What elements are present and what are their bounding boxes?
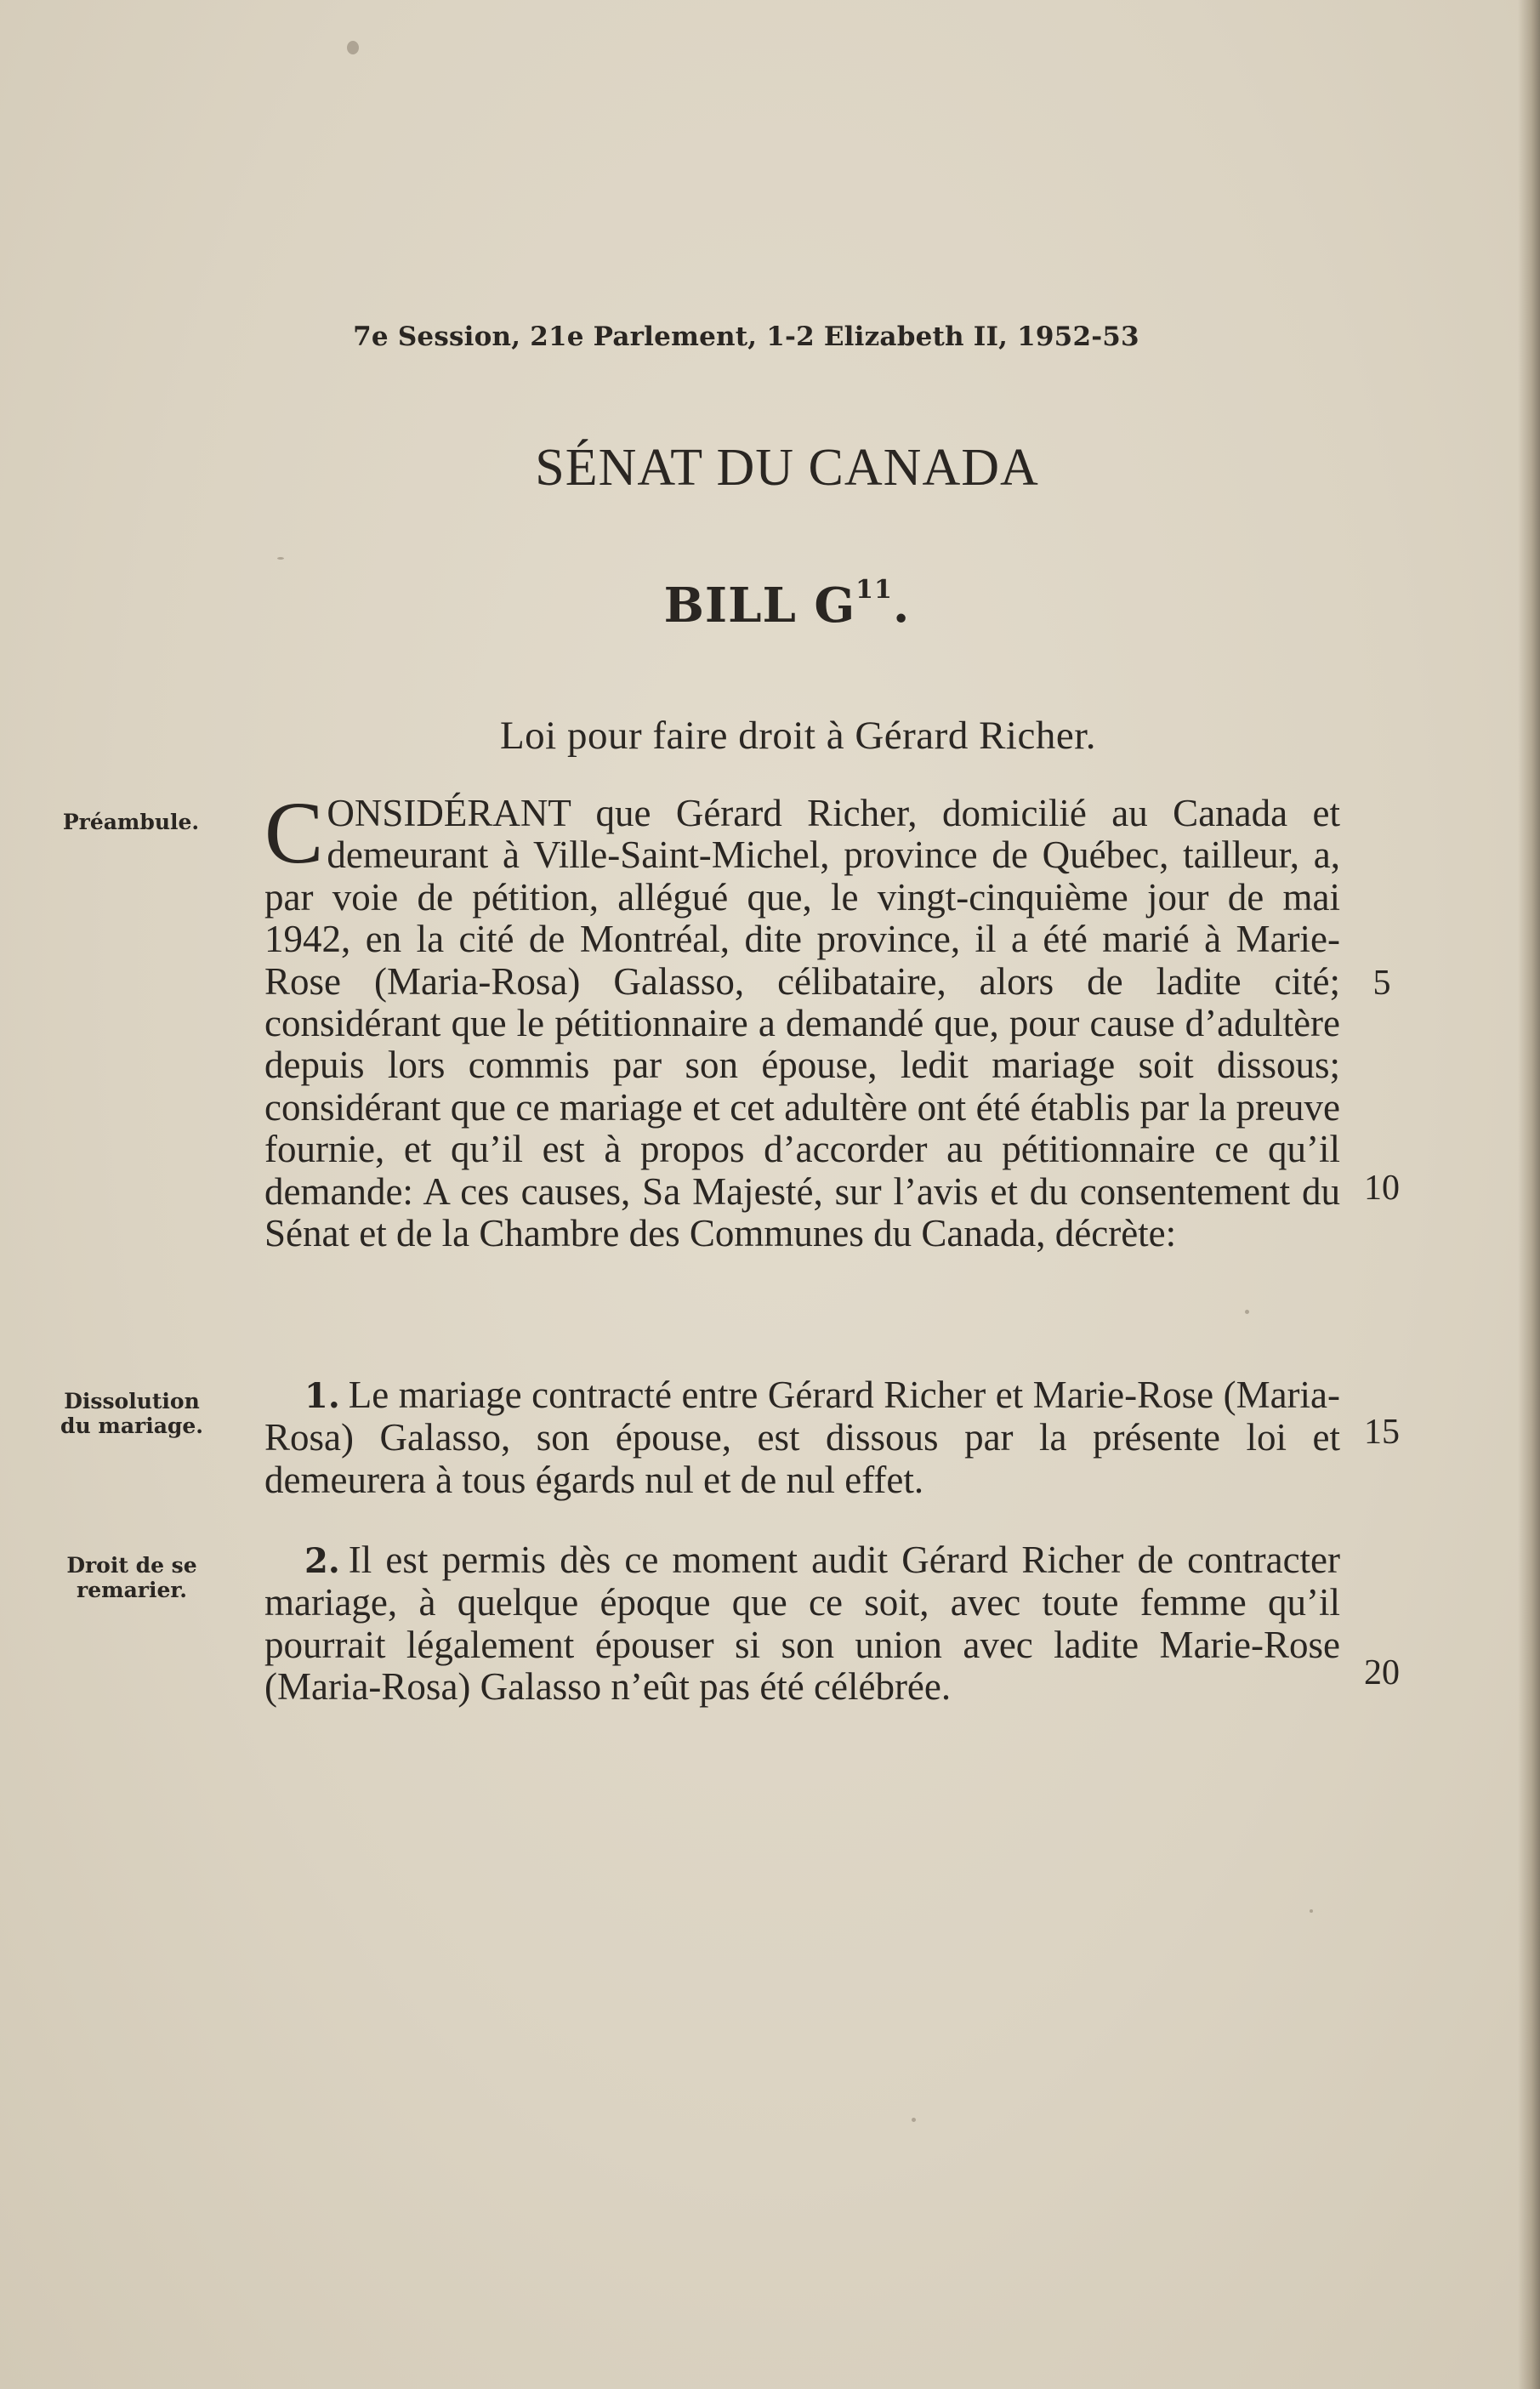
session-line: 7e Session, 21e Parlement, 1-2 Elizabeth II, 1952-53 [353,321,1139,352]
paper-speck [347,41,359,54]
drop-cap: C [264,784,324,882]
line-number-5: 5 [1372,964,1391,1003]
bill-superscript: 11 [855,575,893,605]
chamber-heading: SÉNAT DU CANADA [535,439,1039,497]
bill-suffix: . [892,577,911,634]
paper-speck [277,557,284,560]
act-title: Loi pour faire droit à Gérard Richer. [499,714,1097,758]
page-edge-shadow [1518,0,1540,2389]
bill-label: BILL G [663,577,856,634]
section-2 [264,1539,1340,1709]
line-number-15: 15 [1364,1413,1400,1452]
section-2-number: 2. [304,1541,340,1581]
line-number-10: 10 [1364,1169,1400,1208]
paper-speck [1310,1909,1313,1913]
paper-speck [912,2118,916,2122]
line-number-20: 20 [1364,1653,1400,1692]
section-2-text: Il est permis dès ce moment audit Gérard Richer de contracter mariage, à quelque époque que ce soit, avec toute femme qu’il pourrait légalement épouser si son union avec ladite Marie-Rose (Maria-Rosa) Galasso n’eût pas été célébrée. [264,1539,1340,1709]
margin-note-remarry: Droit de se remarier. [66,1553,197,1602]
section-1-number: 1. [304,1376,340,1416]
section-1-text: Le mariage contracté entre Gérard Richer et Marie-Rose (Maria-Rosa) Galasso, son épouse, est dissous par la présente loi et demeurera à tous égards nul et de nul effet. [264,1374,1340,1501]
margin-note-dissolution: Dissolution du mariage. [60,1389,203,1438]
paper-speck [1245,1310,1249,1314]
margin-note-preamble: Préambule. [62,810,200,834]
bill-heading [17,575,1540,634]
preamble-text [264,784,1340,1255]
section-1 [264,1374,1340,1501]
preamble-body: ONSIDÉRANT que Gérard Richer, domicilié au Canada et demeurant à Ville-Saint-Michel, province de Québec, tailleur, a, par voie de pétition, allégué que, le vingt-cinquième jour de mai 1942, en la cité de Montréal, dite province, il a été marié à Marie-Rose (Maria-Rosa) Galasso, célibataire, alors de ladite cité; considérant que le pétitionnaire a demandé que, pour cause d’adultère depuis lors commis par son épouse, ledit mariage soit dissous; considérant que ce mariage et cet adultère ont été établis par la preuve fournie, et qu’il est à propos d’accorder au pétitionnaire ce qu’il demande: A ces causes, Sa Majesté, sur l’avis et du consentement du Sénat et de la Chambre des Communes du Canada, décrète: [264,792,1340,1255]
